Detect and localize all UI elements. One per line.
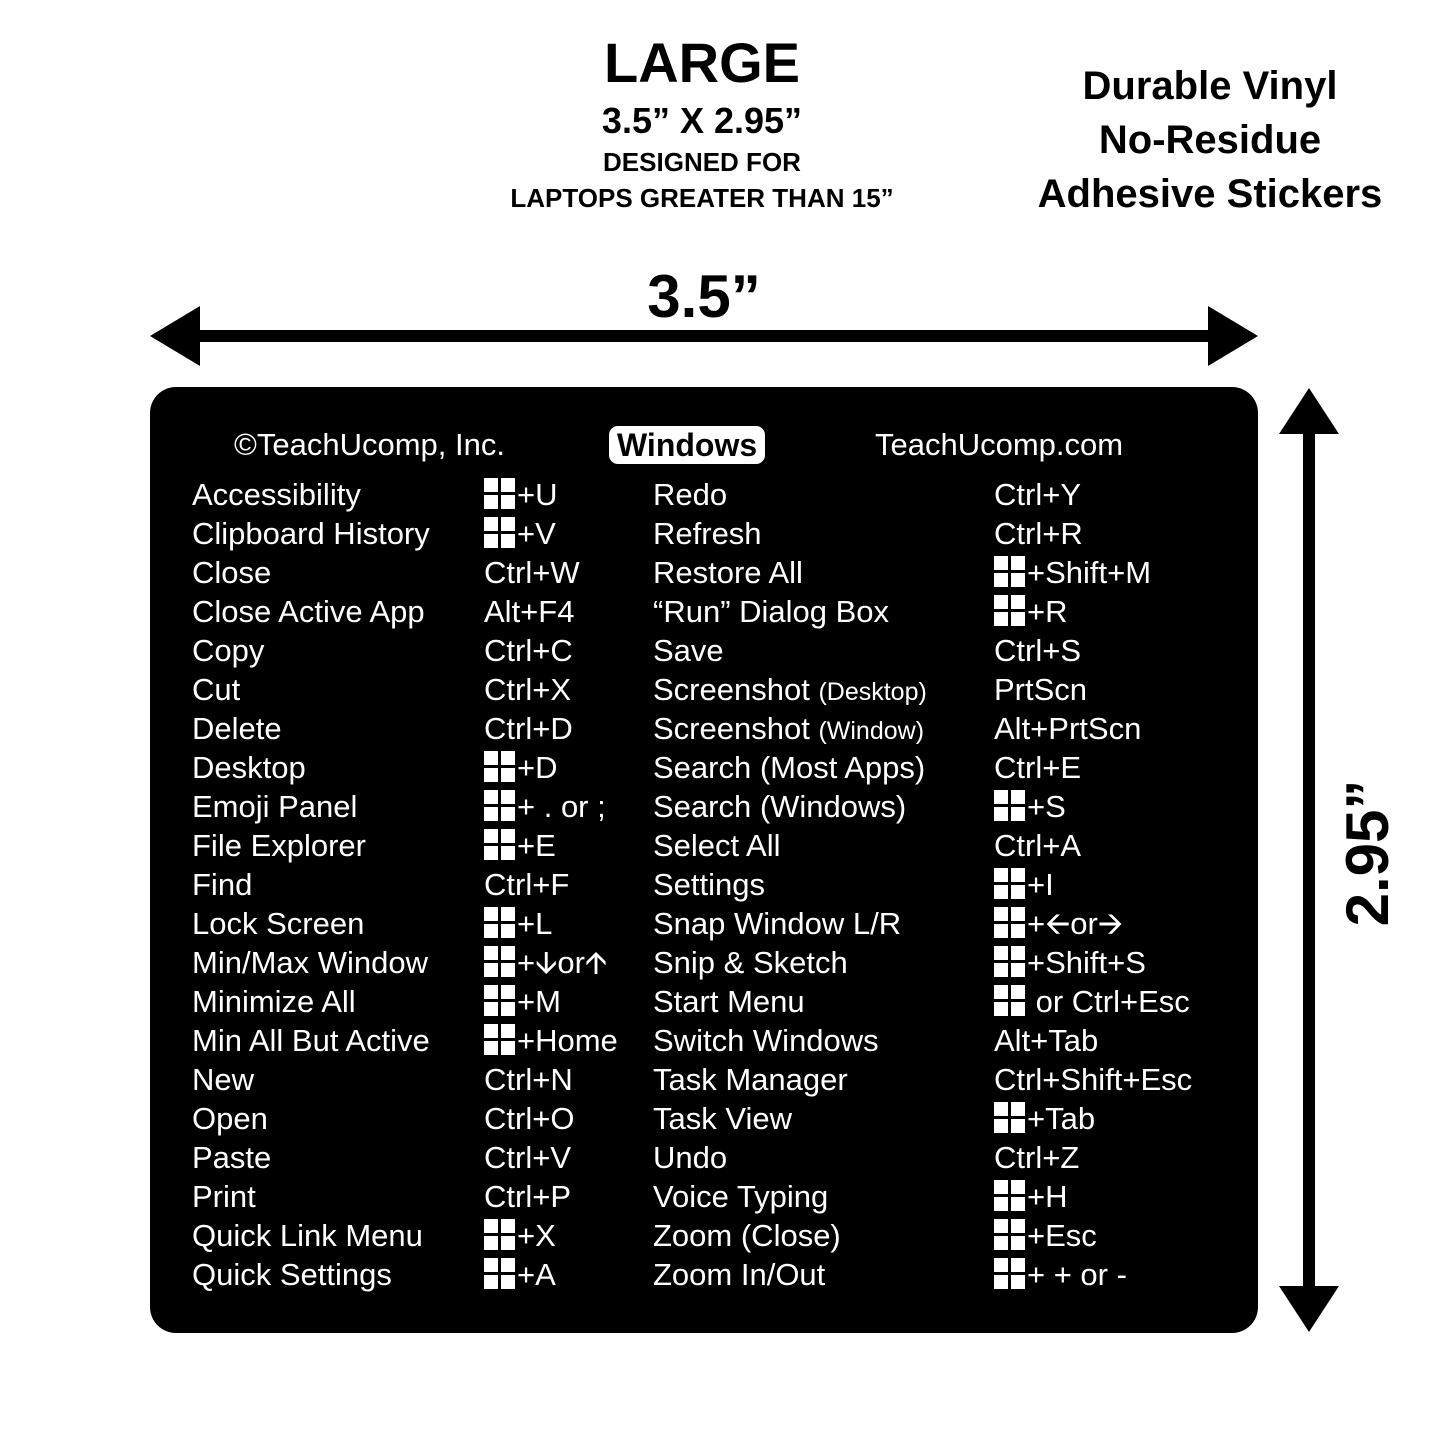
shortcut-key-text: +H: [1027, 1179, 1068, 1214]
copyright-text: ©TeachUcomp, Inc.: [234, 427, 505, 462]
shortcut-key-text: Ctrl+X: [484, 672, 571, 707]
shortcut-name-text: Lock Screen: [192, 906, 365, 941]
material-line-3: Adhesive Stickers: [1037, 172, 1383, 216]
shortcut-name: [192, 787, 484, 826]
shortcut-key-text: +Home: [517, 1023, 618, 1058]
shortcut-key-text: Alt+Tab: [994, 1023, 1099, 1058]
windows-key-icon: [994, 985, 1025, 1016]
material-line-1: Durable Vinyl: [1082, 64, 1338, 108]
shortcut-key: [994, 1177, 1254, 1216]
shortcut-name: [192, 1177, 484, 1216]
shortcut-name-text: Task Manager: [653, 1062, 848, 1097]
shortcut-name: [192, 592, 484, 631]
shortcut-key-text: +E: [517, 828, 556, 863]
shortcut-key: [484, 670, 652, 709]
shortcut-name: [653, 592, 995, 631]
shortcut-key: [994, 865, 1254, 904]
shortcut-key-text: +S: [1027, 789, 1066, 824]
shortcut-key-text: +U: [517, 477, 558, 512]
shortcut-key: [994, 1021, 1254, 1060]
shortcut-name: [653, 1138, 995, 1177]
shortcut-key-text: +D: [517, 750, 558, 785]
shortcut-name-text: Close Active App: [192, 594, 425, 629]
shortcut-name: [653, 709, 995, 748]
shortcut-name: [653, 553, 995, 592]
shortcut-key-text: PrtScn: [994, 672, 1088, 707]
dimensions-text: 3.5” X 2.95”: [601, 100, 803, 141]
shortcut-key: [484, 787, 652, 826]
shortcut-key: [994, 592, 1254, 631]
shortcut-key-text: +🡫or🡩: [517, 945, 608, 980]
windows-key-icon: [484, 985, 515, 1016]
windows-key-icon: [484, 751, 515, 782]
shortcut-key: [994, 904, 1254, 943]
windows-key-icon: [484, 517, 515, 548]
shortcut-key-text: Ctrl+Y: [994, 477, 1081, 512]
shortcut-name: [653, 787, 995, 826]
shortcut-key: [994, 514, 1254, 553]
shortcut-key: [994, 1099, 1254, 1138]
shortcut-key-text: Ctrl+N: [484, 1062, 573, 1097]
shortcut-key: [484, 709, 652, 748]
shortcut-name-text: Snap Window L/R: [653, 906, 902, 941]
shortcut-name: [653, 748, 995, 787]
shortcut-key-text: Alt+PrtScn: [994, 711, 1142, 746]
shortcut-key-text: Ctrl+E: [994, 750, 1081, 785]
shortcut-name-text: Delete: [192, 711, 282, 746]
shortcut-name-text: Search (Windows): [653, 789, 907, 824]
shortcut-name: [192, 709, 484, 748]
designed-for-line-2: LAPTOPS GREATER THAN 15”: [510, 183, 894, 213]
shortcut-name: [192, 1021, 484, 1060]
shortcut-key-text: Ctrl+W: [484, 555, 580, 590]
shortcut-key-text: +A: [517, 1257, 556, 1292]
shortcut-name-text: Copy: [192, 633, 265, 668]
shortcut-key: [994, 1216, 1254, 1255]
shortcut-key: [994, 1138, 1254, 1177]
windows-key-icon: [994, 1258, 1025, 1289]
windows-key-icon: [994, 1102, 1025, 1133]
windows-key-icon: [994, 595, 1025, 626]
shortcut-key-text: Ctrl+V: [484, 1140, 571, 1175]
windows-key-icon: [994, 946, 1025, 977]
shortcut-name-text: Start Menu: [653, 984, 805, 1019]
shortcut-key: [484, 475, 652, 514]
shortcut-key: [484, 943, 652, 982]
shortcut-name-qualifier: (Desktop): [818, 678, 927, 706]
shortcut-name-text: Minimize All: [192, 984, 356, 1019]
shortcut-name: [653, 1216, 995, 1255]
shortcut-key-text: + . or ;: [517, 789, 606, 824]
shortcut-name-text: Zoom (Close): [653, 1218, 841, 1253]
shortcut-key-text: Ctrl+S: [994, 633, 1081, 668]
shortcut-name-text: Screenshot: [653, 711, 810, 746]
shortcut-key: [994, 670, 1254, 709]
shortcut-key-text: or Ctrl+Esc: [1027, 984, 1190, 1019]
shortcut-name: [192, 1216, 484, 1255]
shortcut-key-text: +Tab: [1027, 1101, 1096, 1136]
shortcut-key: [994, 631, 1254, 670]
shortcut-name-qualifier: (Window): [818, 717, 925, 745]
windows-key-icon: [484, 1024, 515, 1055]
windows-key-icon: [994, 790, 1025, 821]
shortcut-name: [653, 670, 995, 709]
shortcut-key-text: Ctrl+Z: [994, 1140, 1080, 1175]
shortcut-name-text: Screenshot: [653, 672, 810, 707]
shortcut-name: [653, 1021, 995, 1060]
shortcut-key: [484, 1216, 652, 1255]
shortcut-name: [192, 982, 484, 1021]
shortcut-name: [192, 904, 484, 943]
windows-key-icon: [994, 868, 1025, 899]
shortcut-key: [484, 631, 652, 670]
shortcut-name-text: Paste: [192, 1140, 272, 1175]
shortcut-name: [192, 1138, 484, 1177]
shortcut-sticker: [150, 387, 1258, 1333]
shortcut-key: [484, 514, 652, 553]
height-label: 2.95”: [1334, 779, 1401, 927]
shortcut-name: [653, 475, 995, 514]
shortcut-key: [484, 748, 652, 787]
shortcut-name: [192, 475, 484, 514]
shortcut-key: [994, 1060, 1254, 1099]
windows-key-icon: [484, 829, 515, 860]
shortcut-name-text: Quick Link Menu: [192, 1218, 423, 1253]
shortcut-name-text: Close: [192, 555, 272, 590]
shortcut-name-text: Clipboard History: [192, 516, 430, 551]
shortcut-name-text: Min/Max Window: [192, 945, 428, 980]
shortcut-key-text: Ctrl+F: [484, 867, 570, 902]
shortcut-key: [484, 1021, 652, 1060]
shortcut-name-text: Min All But Active: [192, 1023, 430, 1058]
shortcut-key: [994, 475, 1254, 514]
windows-key-icon: [994, 907, 1025, 938]
shortcut-key-text: Ctrl+P: [484, 1179, 571, 1214]
shortcut-name: [653, 865, 995, 904]
shortcut-name: [192, 1255, 484, 1294]
shortcut-name-text: Restore All: [653, 555, 803, 590]
material-line-2: No-Residue: [1098, 118, 1322, 162]
windows-key-icon: [484, 946, 515, 977]
shortcut-key-text: +Shift+M: [1027, 555, 1152, 590]
shortcut-name-text: Cut: [192, 672, 241, 707]
shortcut-key-text: +M: [517, 984, 561, 1019]
shortcut-name-text: File Explorer: [192, 828, 366, 863]
shortcut-name: [192, 826, 484, 865]
shortcut-key-text: +V: [517, 516, 556, 551]
shortcut-key: [484, 1138, 652, 1177]
shortcut-name-text: Open: [192, 1101, 268, 1136]
right-shortcut-names: [653, 475, 995, 1294]
shortcut-key: [484, 904, 652, 943]
shortcut-key-text: +Esc: [1027, 1218, 1097, 1253]
shortcut-name-text: Select All: [653, 828, 781, 863]
left-shortcut-keys: [484, 475, 652, 1294]
shortcut-key: [994, 748, 1254, 787]
shortcut-key: [484, 982, 652, 1021]
shortcut-name-text: Search (Most Apps): [653, 750, 926, 785]
shortcut-key-text: Ctrl+R: [994, 516, 1083, 551]
shortcut-name: [192, 553, 484, 592]
shortcut-name: [192, 865, 484, 904]
shortcut-name-text: Undo: [653, 1140, 728, 1175]
shortcut-name: [192, 748, 484, 787]
shortcut-name: [653, 631, 995, 670]
shortcut-key: [484, 553, 652, 592]
shortcut-name: [653, 1099, 995, 1138]
shortcut-name: [653, 1060, 995, 1099]
shortcut-key-text: +I: [1027, 867, 1054, 902]
shortcut-name: [192, 514, 484, 553]
shortcut-name-text: Print: [192, 1179, 256, 1214]
shortcut-key: [484, 1060, 652, 1099]
shortcut-name-text: Switch Windows: [653, 1023, 879, 1058]
shortcut-name-text: “Run” Dialog Box: [653, 594, 890, 629]
shortcut-key: [994, 553, 1254, 592]
shortcut-key: [484, 1099, 652, 1138]
shortcut-name: [192, 1060, 484, 1099]
shortcut-name-text: Emoji Panel: [192, 789, 358, 824]
windows-key-icon: [994, 556, 1025, 587]
shortcut-name-text: Save: [653, 633, 724, 668]
windows-key-icon: [484, 907, 515, 938]
shortcut-name-text: Snip & Sketch: [653, 945, 848, 980]
shortcut-key: [484, 865, 652, 904]
shortcut-key: [484, 1177, 652, 1216]
shortcut-name: [653, 1177, 995, 1216]
shortcut-name: [653, 1255, 995, 1294]
shortcut-key-text: + + or -: [1027, 1257, 1127, 1292]
shortcut-name-text: Voice Typing: [653, 1179, 829, 1214]
shortcut-key-text: Alt+F4: [484, 594, 575, 629]
shortcut-name-text: New: [192, 1062, 255, 1097]
shortcut-name-text: Accessibility: [192, 477, 361, 512]
shortcut-key-text: Ctrl+D: [484, 711, 573, 746]
shortcut-name-text: Task View: [653, 1101, 792, 1136]
left-shortcut-names: [192, 475, 484, 1294]
windows-key-icon: [994, 1219, 1025, 1250]
windows-key-icon: [484, 1258, 515, 1289]
shortcut-name: [653, 514, 995, 553]
shortcut-name: [653, 982, 995, 1021]
shortcut-key: [994, 982, 1254, 1021]
shortcut-name: [192, 943, 484, 982]
shortcut-key: [994, 787, 1254, 826]
shortcut-name-text: Quick Settings: [192, 1257, 392, 1292]
shortcut-key: [484, 1255, 652, 1294]
shortcut-key: [994, 1255, 1254, 1294]
shortcut-name-text: Zoom In/Out: [653, 1257, 826, 1292]
shortcut-key-text: Ctrl+Shift+Esc: [994, 1062, 1193, 1097]
shortcut-name: [192, 1099, 484, 1138]
shortcut-name-text: Redo: [653, 477, 728, 512]
shortcut-name: [653, 826, 995, 865]
shortcut-key-text: +X: [517, 1218, 556, 1253]
shortcut-key: [994, 943, 1254, 982]
width-label: 3.5”: [647, 263, 761, 330]
shortcut-key-text: +Shift+S: [1027, 945, 1146, 980]
shortcut-name-text: Find: [192, 867, 253, 902]
shortcut-key: [484, 826, 652, 865]
shortcut-key-text: +L: [517, 906, 553, 941]
shortcut-key-text: +R: [1027, 594, 1068, 629]
windows-key-icon: [484, 790, 515, 821]
shortcut-name-text: Refresh: [653, 516, 762, 551]
size-title: LARGE: [604, 31, 800, 94]
shortcut-name: [653, 943, 995, 982]
right-shortcut-keys: [994, 475, 1254, 1294]
shortcut-name-text: Desktop: [192, 750, 306, 785]
shortcut-key-text: Ctrl+A: [994, 828, 1081, 863]
shortcut-key: [994, 709, 1254, 748]
shortcut-key-text: +🡨or🡪: [1027, 906, 1124, 941]
windows-key-icon: [484, 478, 515, 509]
shortcut-name: [192, 631, 484, 670]
shortcut-key-text: Ctrl+C: [484, 633, 573, 668]
shortcut-name-text: Settings: [653, 867, 766, 902]
windows-key-icon: [994, 1180, 1025, 1211]
windows-badge: Windows: [609, 426, 765, 464]
windows-key-icon: [484, 1219, 515, 1250]
shortcut-key: [484, 592, 652, 631]
shortcut-name: [653, 904, 995, 943]
website-text: TeachUcomp.com: [875, 427, 1124, 462]
designed-for-line-1: DESIGNED FOR: [603, 147, 801, 177]
shortcut-name: [192, 670, 484, 709]
shortcut-key-text: Ctrl+O: [484, 1101, 575, 1136]
shortcut-key: [994, 826, 1254, 865]
